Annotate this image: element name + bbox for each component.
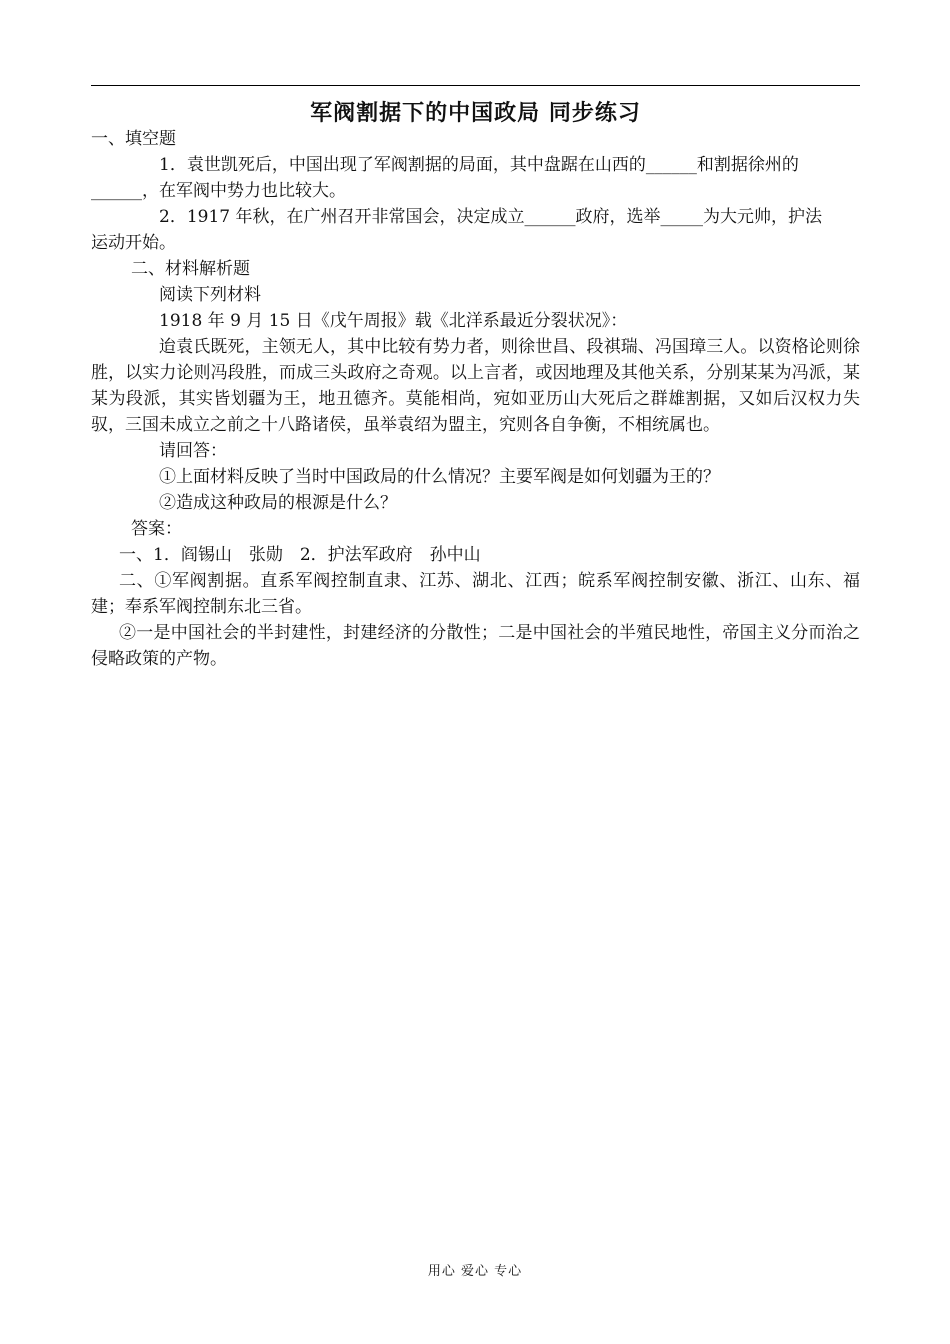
- page-footer: 用心 爱心 专心: [427, 1264, 523, 1279]
- question-1-line-2: ______，在军阀中势力也比较大。: [91, 181, 346, 201]
- read-instruction: 阅读下列材料: [159, 285, 261, 305]
- answer-2: 二、①军阀割据。直系军阀控制直隶、江苏、湖北、江西；皖系军阀控制安徽、浙江、山东、福建；奉系军阀控制东北三省。: [91, 571, 860, 617]
- question-a: ①上面材料反映了当时中国政局的什么情况？主要军阀是如何划疆为王的？: [159, 467, 720, 487]
- answer-heading: 答案：: [131, 519, 182, 539]
- section2-heading: 二、材料解析题: [131, 259, 250, 279]
- question-2-line-1: 2．1917 年秋，在广州召开非常国会，决定成立______政府，选举_____为大元帅，护法: [159, 207, 822, 227]
- material-text: 迨袁氏既死，主领无人，其中比较有势力者，则徐世昌、段祺瑞、冯国璋三人。以资格论则徐胜，以实力论则冯段胜，而成三头政府之奇观。以上言者，或因地理及其他关系，分别某某为冯派，某某为段派，其实皆划疆为王，地丑德齐。莫能相尚，宛如亚历山大死后之群雄割据，又如后汉权力失驭，三国未成立之前之十八路诸侯，虽举袁绍为盟主，究则各自争衡，不相统属也。: [91, 337, 860, 435]
- answer-1: 一、1．阎锡山 张勋 2．护法军政府 孙中山: [119, 545, 481, 565]
- page-title: 军阀割据下的中国政局 同步练习: [310, 101, 641, 126]
- question-2-line-2: 运动开始。: [91, 233, 176, 253]
- header-rule: [91, 85, 860, 86]
- answer-3: ②一是中国社会的半封建性，封建经济的分散性；二是中国社会的半殖民地性，帝国主义分而治之侵略政策的产物。: [91, 623, 860, 669]
- question-1-line-1: 1．袁世凯死后，中国出现了军阀割据的局面，其中盘踞在山西的______和割据徐州的: [159, 155, 799, 175]
- question-b: ②造成这种政局的根源是什么？: [159, 493, 397, 513]
- document-body: [91, 126, 860, 672]
- source-line: 1918 年 9 月 15 日《戊午周报》载《北洋系最近分裂状况》：: [159, 311, 628, 331]
- section1-heading: 一、填空题: [91, 129, 176, 149]
- please-answer: 请回答：: [159, 441, 227, 461]
